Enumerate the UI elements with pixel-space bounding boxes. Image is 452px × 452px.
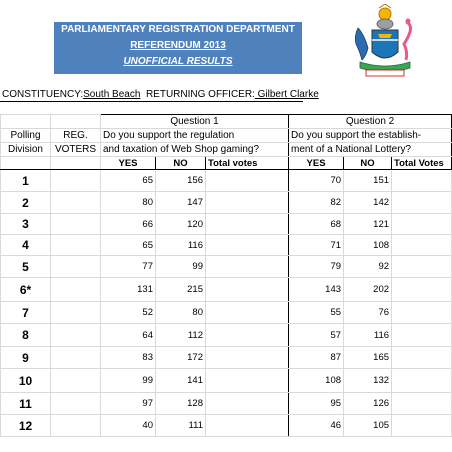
q1-no-cell: 99 [156,256,206,278]
reg-voters-cell [51,278,101,302]
division-header: Division [1,143,51,157]
q1-yes-cell: 40 [101,415,156,437]
division-cell: 2 [1,192,51,214]
reg-voters-cell [51,324,101,347]
q1-no-cell: 128 [156,393,206,415]
constituency-value: South Beach [83,89,141,100]
table-row [1,369,452,393]
reg-voters-cell [51,415,101,437]
table-row [1,278,452,302]
q2-yes-cell: 71 [289,235,344,256]
division-cell: 7 [1,302,51,324]
reg-voters-cell [51,393,101,415]
q1-no-cell: 172 [156,347,206,369]
q2-total-cell [392,235,452,256]
q2-total-cell [392,192,452,214]
q2-yes-cell: 108 [289,369,344,393]
q2-total-cell [392,415,452,437]
q1-yes-cell: 64 [101,324,156,347]
returning-officer-label: RETURNING OFFICER: [145,89,255,100]
question-title-row [1,115,452,129]
q1-total-cell [206,393,289,415]
returning-officer-value: Gilbert Clarke [254,89,319,100]
q2-yes-cell: 87 [289,347,344,369]
q2-total-cell [392,369,452,393]
reg-voters-cell [51,302,101,324]
table-row [1,214,452,235]
q1-total-cell [206,302,289,324]
voters-header: VOTERS [51,143,101,157]
title-banner [54,22,302,74]
q2-no-cell: 105 [344,415,392,437]
q1-no-cell: 112 [156,324,206,347]
q1-total-cell [206,214,289,235]
question-2-text-line-1: Do you support the establish- [289,129,452,143]
division-cell: 5 [1,256,51,278]
q2-no-cell: 116 [344,324,392,347]
q1-total-cell [206,170,289,192]
q1-total-cell [206,324,289,347]
constituency-info [2,89,319,100]
reg-voters-cell [51,192,101,214]
q2-total-cell [392,256,452,278]
table-row [1,347,452,369]
q1-total-cell [206,278,289,302]
q2-total-cell [392,170,452,192]
q2-no-cell: 126 [344,393,392,415]
q1-no-cell: 215 [156,278,206,302]
q1-yes-header: YES [101,157,156,170]
division-cell: 10 [1,369,51,393]
q2-no-cell: 151 [344,170,392,192]
division-cell: 12 [1,415,51,437]
q1-yes-cell: 52 [101,302,156,324]
q2-no-cell: 202 [344,278,392,302]
reg-header: REG. [51,129,101,143]
q2-yes-cell: 95 [289,393,344,415]
q1-no-cell: 111 [156,415,206,437]
table-row [1,324,452,347]
q2-total-cell [392,302,452,324]
q2-yes-cell: 82 [289,192,344,214]
bahamas-coat-of-arms-icon [352,4,418,80]
question-1-text-line-2: and taxation of Web Shop gaming? [101,143,289,157]
division-cell: 3 [1,214,51,235]
q1-yes-cell: 131 [101,278,156,302]
q1-no-cell: 141 [156,369,206,393]
reg-voters-cell [51,214,101,235]
q1-yes-cell: 66 [101,214,156,235]
header-row-1 [1,129,452,143]
division-cell: 4 [1,235,51,256]
q1-total-cell [206,256,289,278]
q1-total-cell [206,235,289,256]
q2-no-cell: 108 [344,235,392,256]
results-subtitle: UNOFFICIAL RESULTS [123,56,233,67]
table-row [1,170,452,192]
polling-header: Polling [1,129,51,143]
q2-total-header: Total Votes [392,157,452,170]
q1-yes-cell: 99 [101,369,156,393]
q1-total-cell [206,415,289,437]
q2-yes-cell: 143 [289,278,344,302]
reg-voters-cell [51,256,101,278]
q1-yes-cell: 97 [101,393,156,415]
reg-voters-cell [51,235,101,256]
table-row [1,256,452,278]
question-1-title: Question 1 [101,115,289,129]
q2-no-cell: 132 [344,369,392,393]
q2-total-cell [392,278,452,302]
q1-no-cell: 156 [156,170,206,192]
division-cell: 6* [1,278,51,302]
q2-total-cell [392,214,452,235]
q2-yes-header: YES [289,157,344,170]
question-1-text-line-1: Do you support the regulation [101,129,289,143]
table-row [1,235,452,256]
q1-yes-cell: 83 [101,347,156,369]
reg-voters-cell [51,369,101,393]
q2-yes-cell: 55 [289,302,344,324]
table-row [1,192,452,214]
q2-total-cell [392,324,452,347]
constituency-label: CONSTITUENCY: [2,89,84,100]
q1-no-header: NO [156,157,206,170]
department-title: PARLIAMENTARY REGISTRATION DEPARTMENT [61,24,295,35]
q2-no-cell: 165 [344,347,392,369]
q1-yes-cell: 80 [101,192,156,214]
division-cell: 11 [1,393,51,415]
q2-total-cell [392,347,452,369]
q1-no-cell: 116 [156,235,206,256]
referendum-title: REFERENDUM 2013 [130,40,226,51]
q2-no-cell: 76 [344,302,392,324]
q1-total-header: Total votes [206,157,289,170]
q1-no-cell: 80 [156,302,206,324]
q1-total-cell [206,192,289,214]
q1-total-cell [206,369,289,393]
q2-yes-cell: 70 [289,170,344,192]
question-2-text-line-2: ment of a National Lottery? [289,143,452,157]
q2-yes-cell: 46 [289,415,344,437]
q2-total-cell [392,393,452,415]
q1-no-cell: 120 [156,214,206,235]
q1-yes-cell: 65 [101,235,156,256]
q1-yes-cell: 65 [101,170,156,192]
q2-yes-cell: 57 [289,324,344,347]
info-divider [0,101,303,102]
results-table [0,114,452,437]
q1-no-cell: 147 [156,192,206,214]
q2-yes-cell: 68 [289,214,344,235]
division-cell: 8 [1,324,51,347]
q2-no-header: NO [344,157,392,170]
table-row [1,302,452,324]
division-cell: 9 [1,347,51,369]
q2-no-cell: 142 [344,192,392,214]
q1-total-cell [206,347,289,369]
header-row-2 [1,143,452,157]
reg-voters-cell [51,347,101,369]
division-cell: 1 [1,170,51,192]
table-row [1,393,452,415]
header-row-3 [1,157,452,170]
question-2-title: Question 2 [289,115,452,129]
q2-no-cell: 92 [344,256,392,278]
q1-yes-cell: 77 [101,256,156,278]
q2-no-cell: 121 [344,214,392,235]
table-row [1,415,452,437]
q2-yes-cell: 79 [289,256,344,278]
reg-voters-cell [51,170,101,192]
